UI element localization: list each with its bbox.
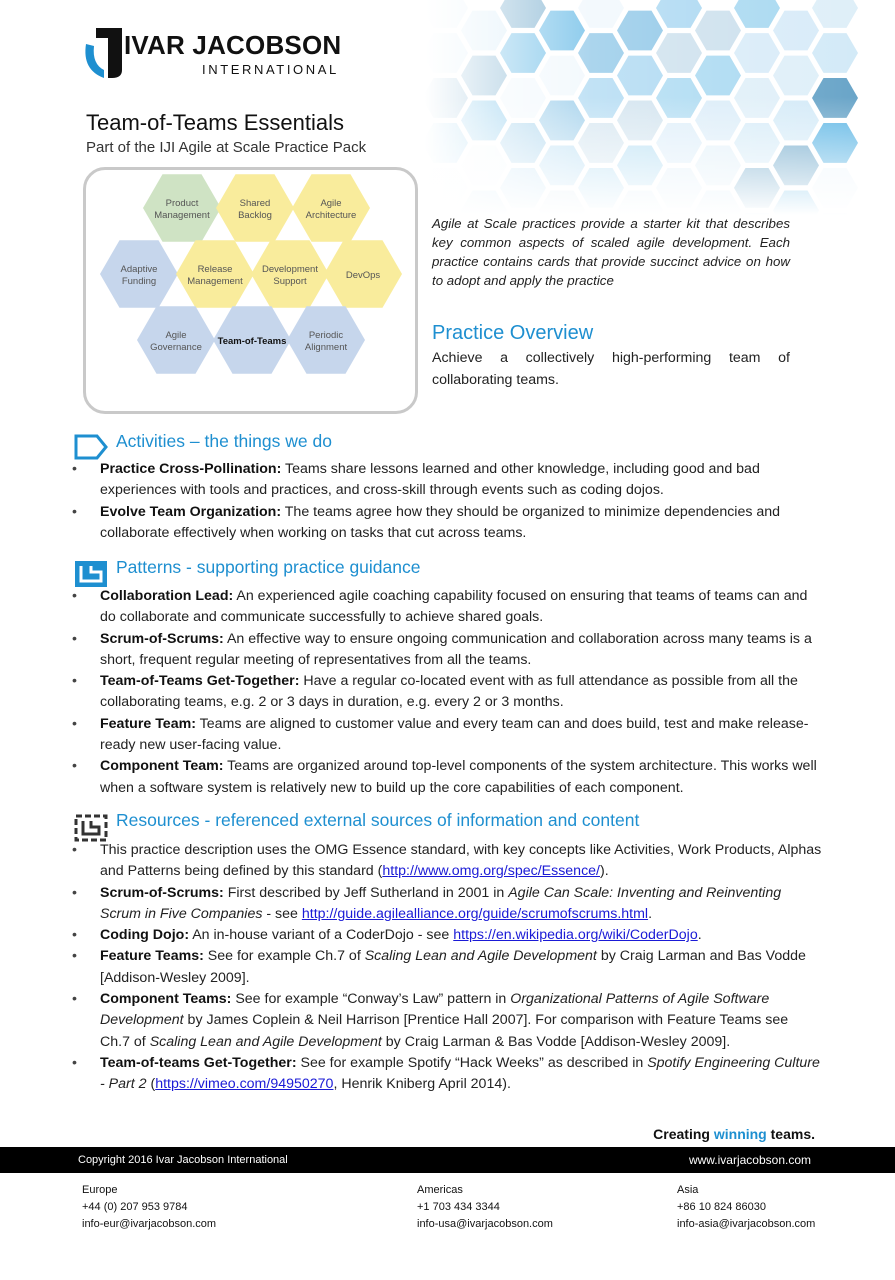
practice-hex-label: Team-of-Teams: [217, 336, 287, 347]
office-email[interactable]: info-asia@ivarjacobson.com: [677, 1218, 816, 1230]
page-title: Team-of-Teams Essentials: [86, 110, 344, 135]
vimeo-link[interactable]: https://vimeo.com/94950270: [155, 1076, 334, 1093]
resources-heading: Resources - referenced external sources of information and content: [116, 810, 640, 830]
office-region: Europe: [82, 1184, 118, 1196]
scrum-of-scrums-link[interactable]: http://guide.agilealliance.org/guide/scrumofscrums.html: [301, 905, 649, 922]
list-item: • Component Teams: See for example “Conway’s Law” pattern in Organizational Patterns of Agile Software Development by James Coplein & Neil Harrison [Prentice Hall 2007]. For comparison with Feature Teams see Ch.7 of Scaling Lean and Agile Development by Craig Larman & Bas Vodde [Addison-Wesley 2009].: [72, 989, 822, 1053]
office-region: Americas: [417, 1184, 463, 1196]
list-item: • Scrum-of-Scrums: An effective way to ensure ongoing communication and collaboration across many teams is a short, frequent regular meeting of representatives from all the teams.: [72, 629, 822, 672]
practice-map-panel: [83, 167, 418, 414]
practice-hex: [213, 306, 291, 374]
practice-hex-label: DevOps: [345, 270, 381, 281]
practice-hex: [176, 240, 254, 308]
logo-brand-text: IVAR JACOBSON: [124, 30, 342, 60]
logo-mark-icon: [82, 22, 126, 80]
list-item: • Evolve Team Organization: The teams agree how they should be organized to minimize dependencies and collaborate effectively when working on tasks that cut across teams.: [72, 502, 822, 545]
activity-arrow-icon: [74, 433, 108, 461]
office-phone: +1 703 434 3344: [417, 1201, 500, 1213]
list-item: • Team-of-Teams Get-Together: Have a regular co-located event with as full attendance as possible from all the collaborating teams, e.g. 2 or 3 days in duration, e.g. every 2 or 3 months.: [72, 671, 822, 714]
practice-hex-label: Architecture: [305, 210, 357, 221]
activities-heading: Activities – the things we do: [116, 431, 332, 451]
practice-hex: [216, 174, 294, 242]
practice-hex-label: Backlog: [238, 210, 272, 221]
practice-hex-label: Product: [165, 198, 199, 209]
patterns-list: [72, 586, 822, 799]
office-phone: +44 (0) 207 953 9784: [82, 1201, 188, 1213]
practice-hex-label: Development: [262, 264, 318, 275]
list-item: • Scrum-of-Scrums: First described by Jeff Sutherland in 2001 in Agile Can Scale: Inventing and Reinventing Scrum in Five Companies - see http://guide.agilealliance.org/guide/scrumofscrums.html.: [72, 883, 822, 926]
patterns-heading: Patterns - supporting practice guidance: [116, 557, 421, 577]
practice-hex-label: Shared: [239, 198, 271, 209]
intro-text: Agile at Scale practices provide a starter kit that describes key common aspects of scaled agile development. Each practice contains cards that provide succinct advice on how to adopt and apply the practice: [432, 216, 790, 288]
footer-bar: [0, 1147, 895, 1173]
practice-hex: [251, 240, 329, 308]
overview-text: Achieve a collectively high-performing team of collaborating teams.: [432, 350, 790, 388]
practice-hex-label: Governance: [150, 342, 202, 353]
company-logo: [82, 20, 352, 82]
office-phone: +86 10 824 86030: [677, 1201, 767, 1213]
page-subtitle: Part of the IJI Agile at Scale Practice Pack: [86, 139, 367, 156]
list-item: • Collaboration Lead: An experienced agile coaching capability focused on ensuring that teams of teams can and do collaborate and communicate successfully to achieve shared goals.: [72, 586, 822, 629]
list-item: • Feature Team: Teams are aligned to customer value and every team can and does build, test and make release-ready new user-facing value.: [72, 714, 822, 757]
list-item: • Coding Dojo: An in-house variant of a CoderDojo - see https://en.wikipedia.org/wiki/CoderDojo.: [72, 925, 822, 946]
practice-hex-label: Support: [273, 276, 307, 287]
tagline: Creating winning teams.: [653, 1126, 815, 1142]
practice-map-graphic: [86, 170, 418, 414]
office-europe: [82, 1182, 216, 1233]
office-email[interactable]: info-eur@ivarjacobson.com: [82, 1218, 217, 1230]
practice-hex-label: Agile: [165, 330, 187, 341]
list-item: • Component Team: Teams are organized around top-level components of the system architecture. This works well when a software system is relatively new to build up the core capabilities of each component.: [72, 756, 822, 799]
pattern-icon: [74, 560, 108, 588]
practice-hex: [324, 240, 402, 308]
practice-hex: [137, 306, 215, 374]
list-item: • Team-of-teams Get-Together: See for example Spotify “Hack Weeks” as described in Spotify Engineering Culture - Part 2 (https://vimeo.com/94950270, Henrik Kniberg April 2014).: [72, 1053, 822, 1096]
practice-hex-label: Adaptive: [120, 264, 158, 275]
office-americas: [417, 1182, 553, 1233]
practice-hex-label: Management: [187, 276, 243, 287]
hexagon-background-graphic: [425, 0, 895, 215]
practice-hex-label: Alignment: [304, 342, 348, 353]
practice-hex-label: Funding: [121, 276, 157, 287]
office-region: Asia: [677, 1184, 699, 1196]
practice-hex-label: Agile: [320, 198, 342, 209]
essence-link[interactable]: http://www.omg.org/spec/Essence/: [382, 863, 600, 880]
practice-hex-label: Management: [154, 210, 210, 221]
practice-hex: [292, 174, 370, 242]
list-item: • This practice description uses the OMG Essence standard, with key concepts like Activities, Work Products, Alphas and Patterns being defined by this standard (http://www.omg.org/spec/Essence/).: [72, 840, 822, 883]
resources-list: [72, 840, 822, 1096]
resource-icon: [74, 814, 108, 842]
list-item: • Practice Cross-Pollination: Teams share lessons learned and other knowledge, including good and bad experiences with tools and practices, and cross-skill through events such as coding dojos.: [72, 459, 822, 502]
office-asia: [677, 1182, 815, 1233]
activities-list: [72, 459, 822, 544]
practice-hex: [143, 174, 221, 242]
logo-sub-text: INTERNATIONAL: [202, 62, 339, 77]
practice-hex: [100, 240, 178, 308]
practice-hex-label: Release: [197, 264, 233, 275]
website-link[interactable]: www.ivarjacobson.com: [688, 1153, 811, 1167]
copyright-text: Copyright 2016 Ivar Jacobson International: [78, 1154, 288, 1166]
practice-hex-label: Periodic: [308, 330, 344, 341]
practice-hex: [287, 306, 365, 374]
overview-heading: Practice Overview: [432, 322, 594, 344]
coderdojo-link[interactable]: https://en.wikipedia.org/wiki/CoderDojo: [453, 927, 698, 944]
office-email[interactable]: info-usa@ivarjacobson.com: [417, 1218, 553, 1230]
list-item: • Feature Teams: See for example Ch.7 of Scaling Lean and Agile Development by Craig Larman and Bas Vodde [Addison-Wesley 2009].: [72, 946, 822, 989]
